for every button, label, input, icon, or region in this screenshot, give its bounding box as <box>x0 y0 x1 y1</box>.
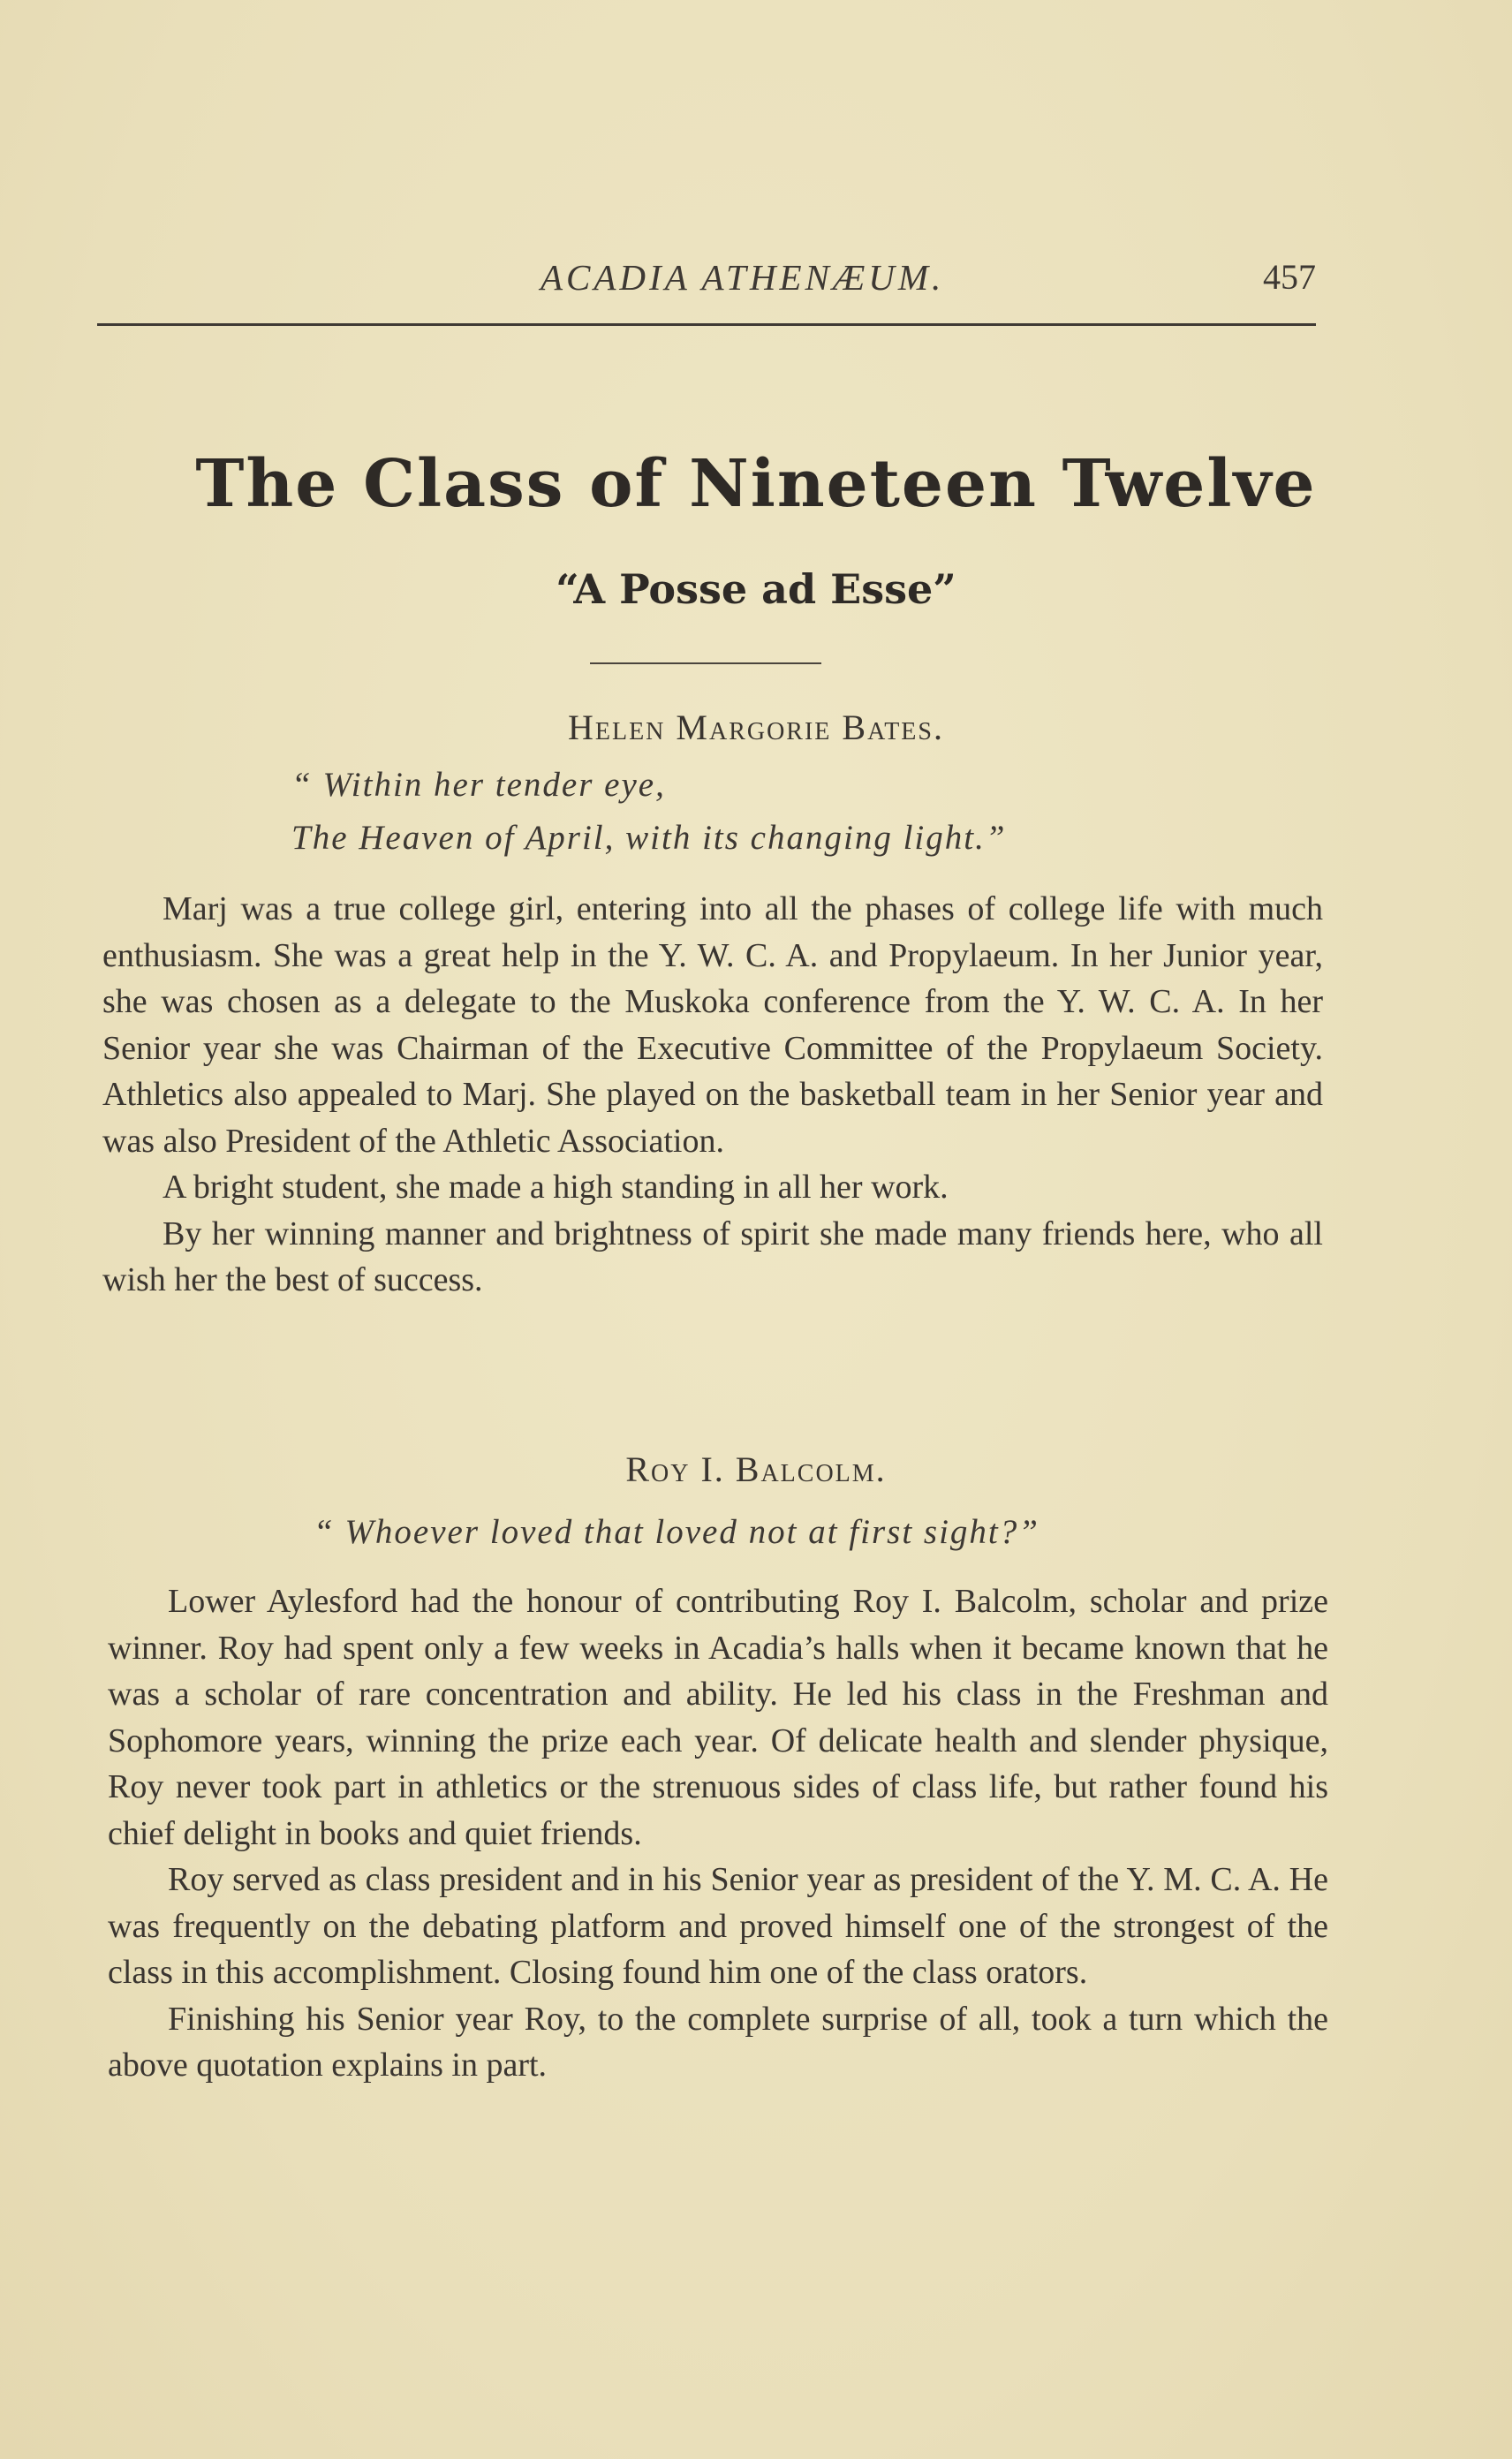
title-divider <box>590 662 821 664</box>
class-motto: “A Posse ad Esse” <box>556 565 956 613</box>
bio-paragraph: Finishing his Senior year Roy, to the complete surprise of all, took a turn which the above quotation explains in part. <box>108 2000 1328 2084</box>
bio-paragraph: By her winning manner and brightness of spirit she made many friends here, who all wish her the best of success. <box>102 1214 1323 1298</box>
verse-line: “ Whoever loved that loved not at first sight?” <box>314 1513 1040 1551</box>
bio-paragraph: Marj was a true college girl, entering into all the phases of college life with much enthusiasm. She was a great help in the Y. W. C. A. and Propylaeum. In her Junior year, she was chosen as a delegate to the Muskoka conference from the Y. W. C. A. In her Senior year she was Chairman of the Executive Committee of the Propylaeum Society. Athletics also appealed to Marj. She played on the basketball team in her Senior year and was also President of the Athletic Association. <box>102 890 1323 1160</box>
page-number: 457 <box>1263 257 1316 297</box>
journal-title: ACADIA ATHENÆUM. <box>541 257 945 298</box>
article-title: The Class of Nineteen Twelve <box>195 446 1317 522</box>
verse-line: The Heaven of April, with its changing light.” <box>291 819 1007 857</box>
student-name-bates: Helen Margorie Bates. <box>567 707 944 747</box>
bio-paragraph: Lower Aylesford had the honour of contributing Roy I. Balcolm, scholar and prize winner. Roy had spent only a few weeks in Acadia’s halls when it became known that he was a scholar of rare concentration and ability. He led his class in the Freshman and Sophomore years, winning the prize each year. Of delicate health and slender physique, Roy never took part in athletics or the strenuous sides of class life, but rather found his chief delight in books and quiet friends. <box>108 1583 1328 1852</box>
student-name-balcolm: Roy I. Balcolm. <box>625 1449 887 1489</box>
bio-paragraph: A bright student, she made a high standing in all her work. <box>163 1169 949 1206</box>
header-rule <box>97 323 1316 326</box>
bio-balcolm <box>108 1578 1328 2089</box>
bio-paragraph: Roy served as class president and in his Senior year as president of the Y. M. C. A. He was frequently on the debating platform and proved himself one of the strongest of the class in this accomplishment. Closing found him one of the class orators. <box>108 1861 1328 1991</box>
running-head <box>99 256 1316 309</box>
verse-line: “ Within her tender eye, <box>291 766 666 804</box>
bio-bates <box>102 886 1323 1304</box>
